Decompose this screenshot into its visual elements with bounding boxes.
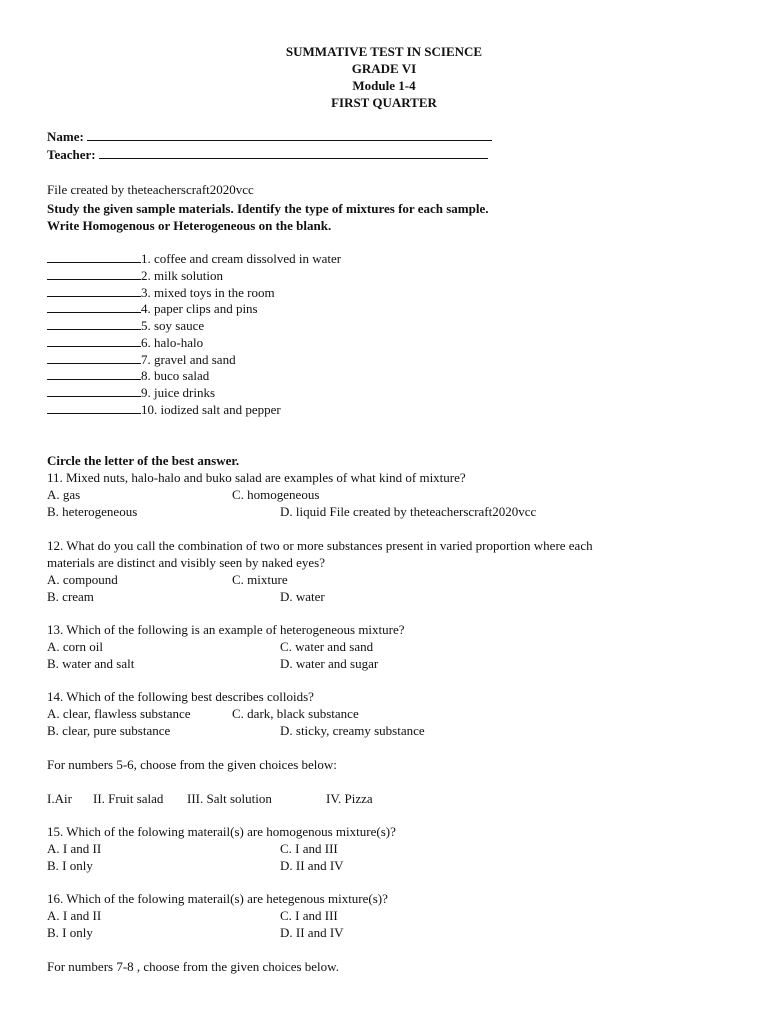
list-item: 5. soy sauce xyxy=(47,317,204,335)
answer-blank[interactable] xyxy=(47,351,141,364)
answer-blank[interactable] xyxy=(47,334,141,347)
part1-instruction-1: Study the given sample materials. Identify the type of mixtures for each sample. xyxy=(47,201,489,216)
q14-choice-b[interactable]: B. clear, pure substance xyxy=(47,723,171,738)
answer-blank[interactable] xyxy=(47,300,141,313)
choices-7-8-intro: For numbers 7-8 , choose from the given choices below. xyxy=(47,959,339,974)
question-16: 16. Which of the folowing materail(s) are hetegenous mixture(s)? xyxy=(47,891,388,906)
name-field xyxy=(47,128,492,145)
q14-choice-a[interactable]: A. clear, flawless substance xyxy=(47,706,191,721)
list-item: 1. coffee and cream dissolved in water xyxy=(47,250,341,268)
q16-choice-a[interactable]: A. I and II xyxy=(47,908,102,923)
q11-choice-c[interactable]: C. homogeneous xyxy=(232,487,320,502)
q12-choice-d[interactable]: D. water xyxy=(280,589,325,604)
part2-instruction: Circle the letter of the best answer. xyxy=(47,453,240,468)
list-item: 7. gravel and sand xyxy=(47,351,236,369)
title-line-2: GRADE VI xyxy=(351,61,417,76)
q15-choice-d[interactable]: D. II and IV xyxy=(280,858,344,873)
question-11: 11. Mixed nuts, halo-halo and buko salad are examples of what kind of mixture? xyxy=(47,470,466,485)
name-blank[interactable] xyxy=(87,128,492,141)
q13-choice-c[interactable]: C. water and sand xyxy=(280,639,374,654)
choice-ii: II. Fruit salad xyxy=(93,791,164,806)
title-line-4: FIRST QUARTER xyxy=(331,95,437,110)
q16-choice-d[interactable]: D. II and IV xyxy=(280,925,344,940)
q12-choice-c[interactable]: C. mixture xyxy=(232,572,288,587)
choices-5-6-intro: For numbers 5-6, choose from the given choices below: xyxy=(47,757,337,772)
teacher-label: Teacher: xyxy=(47,147,96,162)
q16-choice-c[interactable]: C. I and III xyxy=(280,908,338,923)
question-12-line-2: materials are distinct and visibly seen by naked eyes? xyxy=(47,555,325,570)
list-item: 9. juice drinks xyxy=(47,384,215,402)
q11-choice-b[interactable]: B. heterogeneous xyxy=(47,504,138,519)
choice-iv: IV. Pizza xyxy=(326,791,373,806)
list-item: 8. buco salad xyxy=(47,367,209,385)
answer-blank[interactable] xyxy=(47,401,141,414)
teacher-field xyxy=(47,146,488,163)
q13-choice-a[interactable]: A. corn oil xyxy=(47,639,103,654)
document-header xyxy=(0,43,768,111)
q15-choice-c[interactable]: C. I and III xyxy=(280,841,338,856)
q13-choice-d[interactable]: D. water and sugar xyxy=(280,656,379,671)
question-12-line-1: 12. What do you call the combination of two or more substances present in varied proportion where each xyxy=(47,538,593,553)
q15-choice-a[interactable]: A. I and II xyxy=(47,841,102,856)
name-label: Name: xyxy=(47,129,84,144)
choice-iii: III. Salt solution xyxy=(187,791,272,806)
list-item: 3. mixed toys in the room xyxy=(47,284,275,302)
answer-blank[interactable] xyxy=(47,384,141,397)
q15-choice-b[interactable]: B. I only xyxy=(47,858,93,873)
choice-i: I.Air xyxy=(47,791,72,806)
q14-choice-c[interactable]: C. dark, black substance xyxy=(232,706,359,721)
answer-blank[interactable] xyxy=(47,250,141,263)
q13-choice-b[interactable]: B. water and salt xyxy=(47,656,135,671)
list-item: 10. iodized salt and pepper xyxy=(47,401,281,419)
list-item: 6. halo-halo xyxy=(47,334,203,352)
teacher-blank[interactable] xyxy=(99,146,488,159)
answer-blank[interactable] xyxy=(47,267,141,280)
q12-choice-a[interactable]: A. compound xyxy=(47,572,118,587)
credit-text: File created by theteacherscraft2020vcc xyxy=(47,182,254,197)
q12-choice-b[interactable]: B. cream xyxy=(47,589,94,604)
answer-blank[interactable] xyxy=(47,284,141,297)
q11-choice-d[interactable]: D. liquid File created by theteacherscraft2020vcc xyxy=(280,504,537,519)
q11-choice-a[interactable]: A. gas xyxy=(47,487,81,502)
answer-blank[interactable] xyxy=(47,317,141,330)
part1-instruction-2: Write Homogenous or Heterogeneous on the blank. xyxy=(47,218,332,233)
list-item: 4. paper clips and pins xyxy=(47,300,258,318)
question-13: 13. Which of the following is an example of heterogeneous mixture? xyxy=(47,622,405,637)
question-14: 14. Which of the following best describes colloids? xyxy=(47,689,314,704)
title-line-3: Module 1-4 xyxy=(352,78,416,93)
question-15: 15. Which of the folowing materail(s) are homogenous mixture(s)? xyxy=(47,824,396,839)
answer-blank[interactable] xyxy=(47,367,141,380)
q16-choice-b[interactable]: B. I only xyxy=(47,925,93,940)
title-line-1: SUMMATIVE TEST IN SCIENCE xyxy=(285,44,483,59)
list-item: 2. milk solution xyxy=(47,267,223,285)
q14-choice-d[interactable]: D. sticky, creamy substance xyxy=(280,723,425,738)
